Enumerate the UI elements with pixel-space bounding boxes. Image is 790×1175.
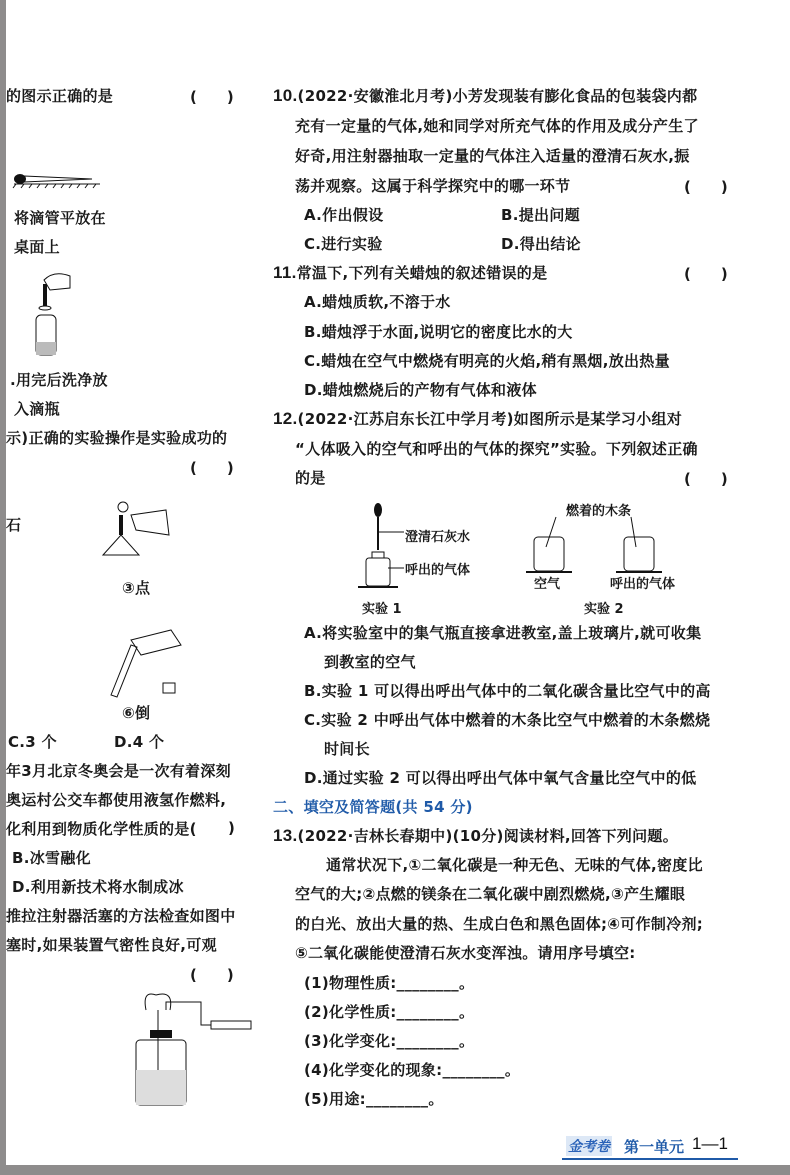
question-number: 12. [273,409,298,428]
option: B.蜡烛浮于水面,说明它的密度比水的大 [304,323,573,341]
left-text: 的图示正确的是 [6,87,114,105]
page-number: 1—1 [692,1134,728,1153]
answer-paren: ( ) [190,459,234,477]
figure-label: 呼出的气体 [405,563,471,578]
figure-caption: 实验 2 [584,602,624,617]
left-text: 桌面上 [14,238,60,256]
left-text: D.利用新技术将水制成冰 [12,878,184,896]
q12-line: 的是 [295,469,326,487]
answer-paren: ( ) [684,178,728,196]
answer-paren-close: ) [228,819,235,837]
figure-label: 呼出的气体 [610,577,676,592]
answer-paren: ( ) [190,966,234,984]
left-text: .用完后洗净放 [10,371,108,389]
left-text: 将滴管平放在 [14,209,106,227]
blank-item: (5)用途:________。 [304,1090,444,1108]
option: A.将实验室中的集气瓶直接拿进教室,盖上玻璃片,就可收集 [304,624,702,642]
q10-line: 充有一定量的气体,她和同学对所充气体的作用及成分产生了 [295,117,699,135]
q11 [273,263,547,283]
option: C.蜡烛在空气中燃烧有明亮的火焰,稍有黑烟,放出热量 [304,352,670,370]
page-footer [562,1134,738,1160]
left-text: 示)正确的实验操作是实验成功的 [6,429,228,447]
answer-paren: ( ) [684,265,728,283]
option: 到教室的空气 [324,653,416,671]
figure-caption: 实验 1 [362,602,402,617]
figure-label: 空气 [534,577,561,592]
option: C.进行实验 [304,235,383,253]
option: D.得出结论 [501,235,581,253]
left-text: ⑥倒 [122,704,151,722]
option: C.实验 2 中呼出气体中燃着的木条比空气中燃着的木条燃烧 [304,711,711,729]
passage-line: 通常状况下,①二氧化碳是一种无色、无味的气体,密度比 [326,856,703,874]
left-text: 奥运村公交车都使用液氢作燃料, [6,791,227,809]
question-number: 10. [273,86,298,105]
q10-line: 好奇,用注射器抽取一定量的气体注入适量的澄清石灰水,振 [295,147,690,165]
unit-label: 第一单元 [624,1138,685,1156]
dropper-flat-figure [12,170,102,190]
brand-logo: 金考卷 [566,1136,612,1156]
passage-line: ⑤二氧化碳能使澄清石灰水变浑浊。请用序号填空: [295,944,636,962]
lighting-lamp-figure [91,495,181,575]
left-text: 推拉注射器活塞的方法检查如图中 [6,907,236,925]
q11-stem: 常温下,下列有关蜡烛的叙述错误的是 [296,264,548,282]
blank-item: (3)化学变化:________。 [304,1032,475,1050]
left-text: B.冰雪融化 [12,849,91,867]
answer-paren: ( ) [684,470,728,488]
q13 [273,826,678,846]
q10-line: (2022·安徽淮北月考)小芳发现装有膨化食品的包装袋内都 [297,87,698,105]
section-title: 二、填空及简答题(共 54 分) [273,798,473,816]
left-text: D.4 个 [114,733,165,751]
left-text: 年3月北京冬奥会是一次有着深刻 [6,762,231,780]
q12-line: (2022·江苏启东长江中学月考)如图所示是某学习小组对 [297,410,683,428]
q10-line: 荡并观察。这属于科学探究中的哪一环节 [295,177,571,195]
option: A.蜡烛质软,不溶于水 [304,293,451,311]
passage-line: 空气的大;②点燃的镁条在二氧化碳中剧烈燃烧,③产生耀眼 [295,885,686,903]
question-number: 11. [273,263,297,282]
syringe-apparatus-figure [126,990,256,1115]
q13-stem: (2022·吉林长春期中)(10分)阅读材料,回答下列问题。 [297,827,678,845]
figure-label: 澄清石灰水 [405,530,471,545]
blank-item: (4)化学变化的现象:________。 [304,1061,521,1079]
pouring-figure [101,625,191,705]
q12-line: “人体吸入的空气和呼出的气体的探究”实验。下列叙述正确 [295,440,698,458]
option: A.作出假设 [304,206,384,224]
blank-item: (1)物理性质:________。 [304,974,475,992]
option: D.通过实验 2 可以得出呼出气体中氧气含量比空气中的低 [304,769,697,787]
option: B.实验 1 可以得出呼出气体中的二氧化碳含量比空气中的高 [304,682,711,700]
left-text: 石 [6,516,22,534]
blank-item: (2)化学性质:________。 [304,1003,475,1021]
experiment2-figure [516,515,686,575]
option: D.蜡烛燃烧后的产物有气体和液体 [304,381,537,399]
figure-label: 燃着的木条 [566,504,632,519]
answer-paren: ( ) [190,88,234,106]
option: B.提出问题 [501,206,580,224]
passage-line: 的白光、放出大量的热、生成白色和黑色固体;④可作制冷剂; [295,915,704,933]
question-number: 13. [273,826,298,845]
left-text: ③点 [122,579,151,597]
document-page [6,0,790,1165]
q10 [273,86,697,106]
left-text: 入滴瓶 [14,400,60,418]
left-text: 化利用到物质化学性质的是( [6,820,197,838]
q12 [273,409,682,429]
left-text: 塞时,如果装置气密性良好,可观 [6,936,217,954]
dropper-bottle-figure [30,270,80,360]
left-text: C.3 个 [8,733,57,751]
option: 时间长 [324,740,370,758]
